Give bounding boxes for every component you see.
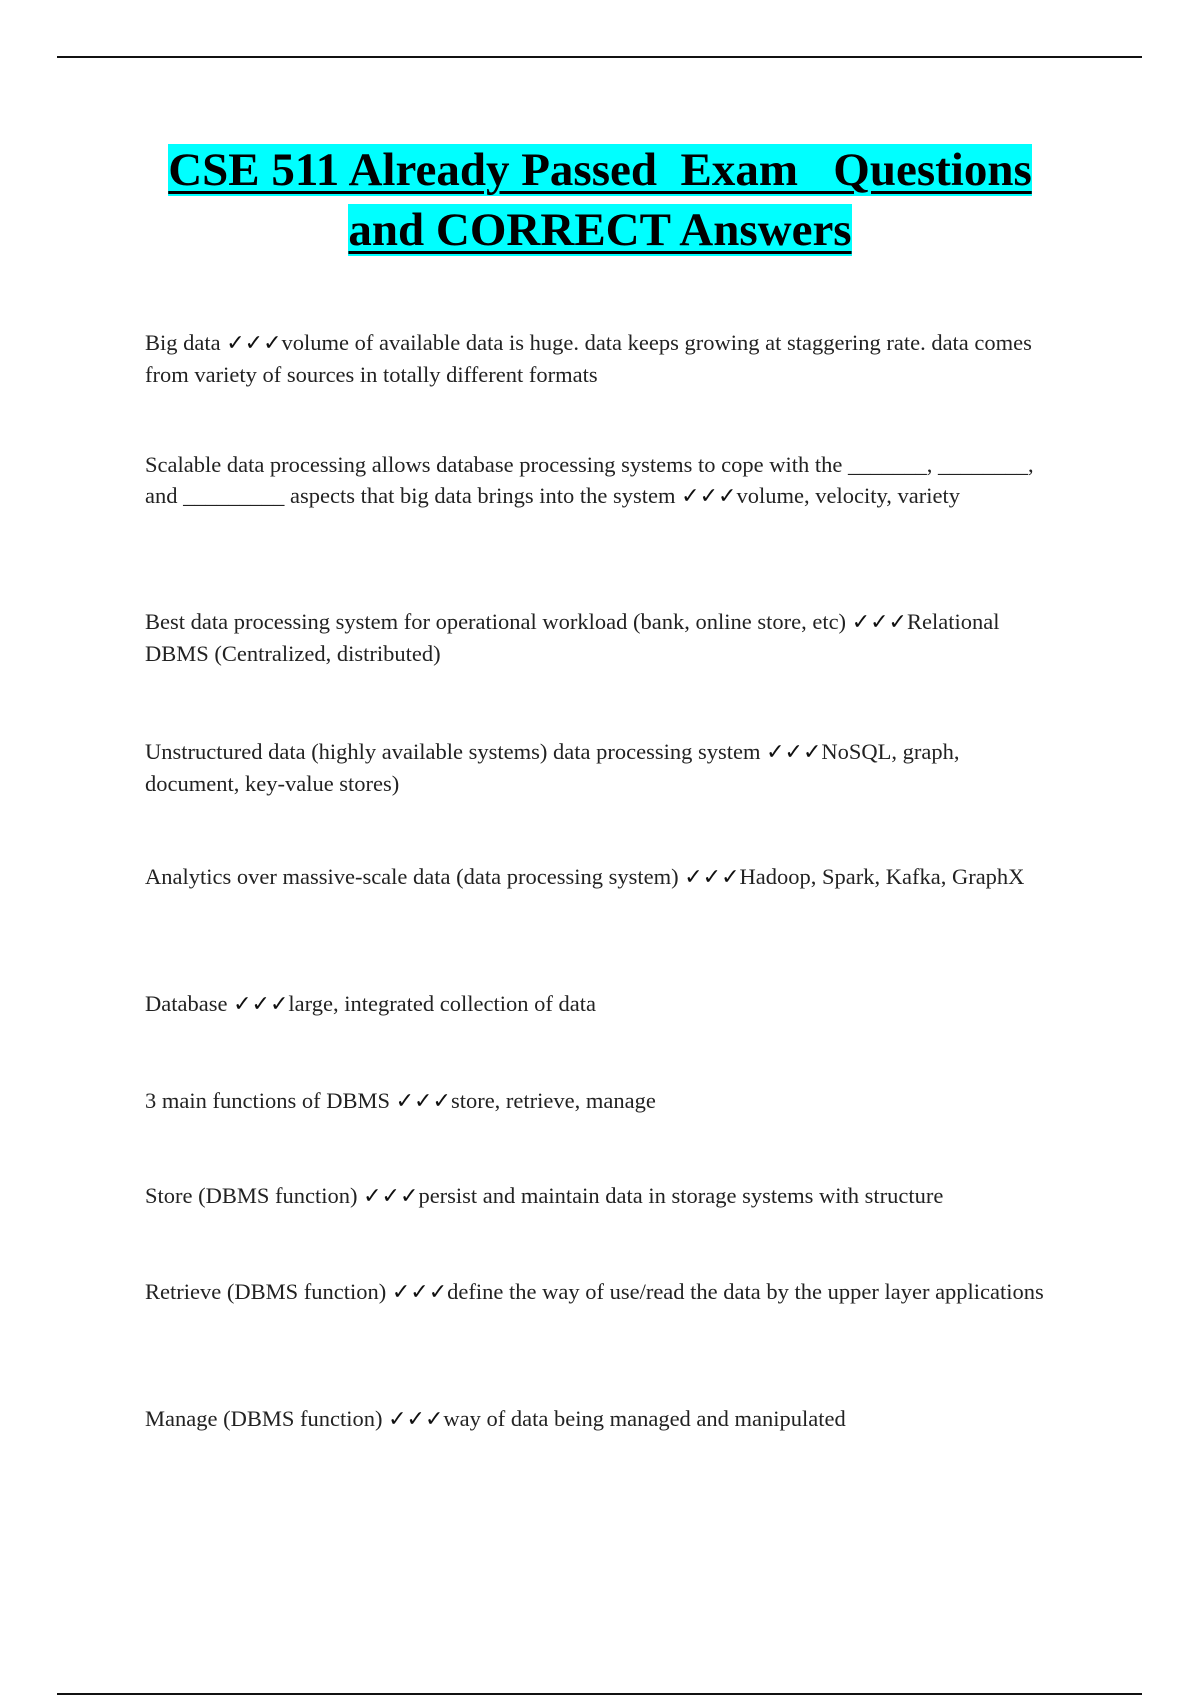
check-marks-icon: ✓✓✓ [363, 1184, 419, 1209]
qa-item [145, 861, 1045, 893]
qa-question: Analytics over massive-scale data (data processing system) [145, 864, 685, 889]
qa-answer: volume of available data is huge. data keeps growing at staggering rate. data comes from variety of sources in totally different formats [145, 330, 1032, 387]
check-marks-icon: ✓✓✓ [851, 610, 907, 635]
check-marks-icon: ✓✓✓ [233, 992, 289, 1017]
qa-item [145, 606, 1045, 669]
qa-question: Scalable data processing allows database processing systems to cope with the _______, ________, and _________ aspects that big data brings into the system [145, 452, 1034, 508]
qa-item [145, 736, 1045, 799]
check-marks-icon: ✓✓✓ [391, 1280, 448, 1305]
qa-answer: Relational DBMS (Centralized, distributed) [145, 609, 1000, 666]
title-line-1: CSE 511 Already Passed Exam Questions [168, 144, 1032, 196]
qa-item [145, 1180, 1045, 1212]
qa-item [145, 327, 1045, 390]
check-marks-icon: ✓✓✓ [684, 865, 740, 890]
qa-question: Manage (DBMS function) [145, 1406, 389, 1431]
title-line-2: and CORRECT Answers [348, 204, 852, 256]
check-marks-icon: ✓✓✓ [388, 1407, 444, 1432]
qa-item [145, 1085, 1045, 1117]
top-rule [57, 56, 1142, 58]
check-marks-icon: ✓✓✓ [226, 331, 282, 356]
check-marks-icon: ✓✓✓ [395, 1089, 451, 1114]
qa-item [145, 1276, 1045, 1308]
qa-answer: volume, velocity, variety [736, 483, 960, 508]
bottom-rule [57, 1693, 1142, 1695]
qa-question: 3 main functions of DBMS [145, 1088, 396, 1113]
qa-item [145, 449, 1045, 512]
qa-item [145, 988, 1045, 1020]
check-marks-icon: ✓✓✓ [766, 740, 822, 765]
page-title [100, 140, 1100, 260]
qa-question: Big data [145, 330, 227, 355]
qa-answer: Hadoop, Spark, Kafka, GraphX [739, 864, 1025, 889]
qa-question: Store (DBMS function) [145, 1183, 364, 1208]
qa-answer: store, retrieve, manage [450, 1088, 656, 1113]
qa-question: Unstructured data (highly available systems) data processing system [145, 739, 767, 764]
qa-item [145, 1403, 1045, 1435]
qa-answer: define the way of use/read the data by the upper layer applications [447, 1279, 1044, 1304]
qa-answer: large, integrated collection of data [288, 991, 596, 1016]
check-marks-icon: ✓✓✓ [681, 484, 737, 509]
qa-question: Retrieve (DBMS function) [145, 1279, 392, 1304]
qa-answer: persist and maintain data in storage systems with structure [418, 1183, 944, 1208]
qa-answer: NoSQL, graph, document, key-value stores) [145, 739, 960, 796]
qa-question: Database [145, 991, 234, 1016]
qa-answer: way of data being managed and manipulated [443, 1406, 846, 1431]
qa-question: Best data processing system for operational workload (bank, online store, etc) [145, 609, 852, 634]
